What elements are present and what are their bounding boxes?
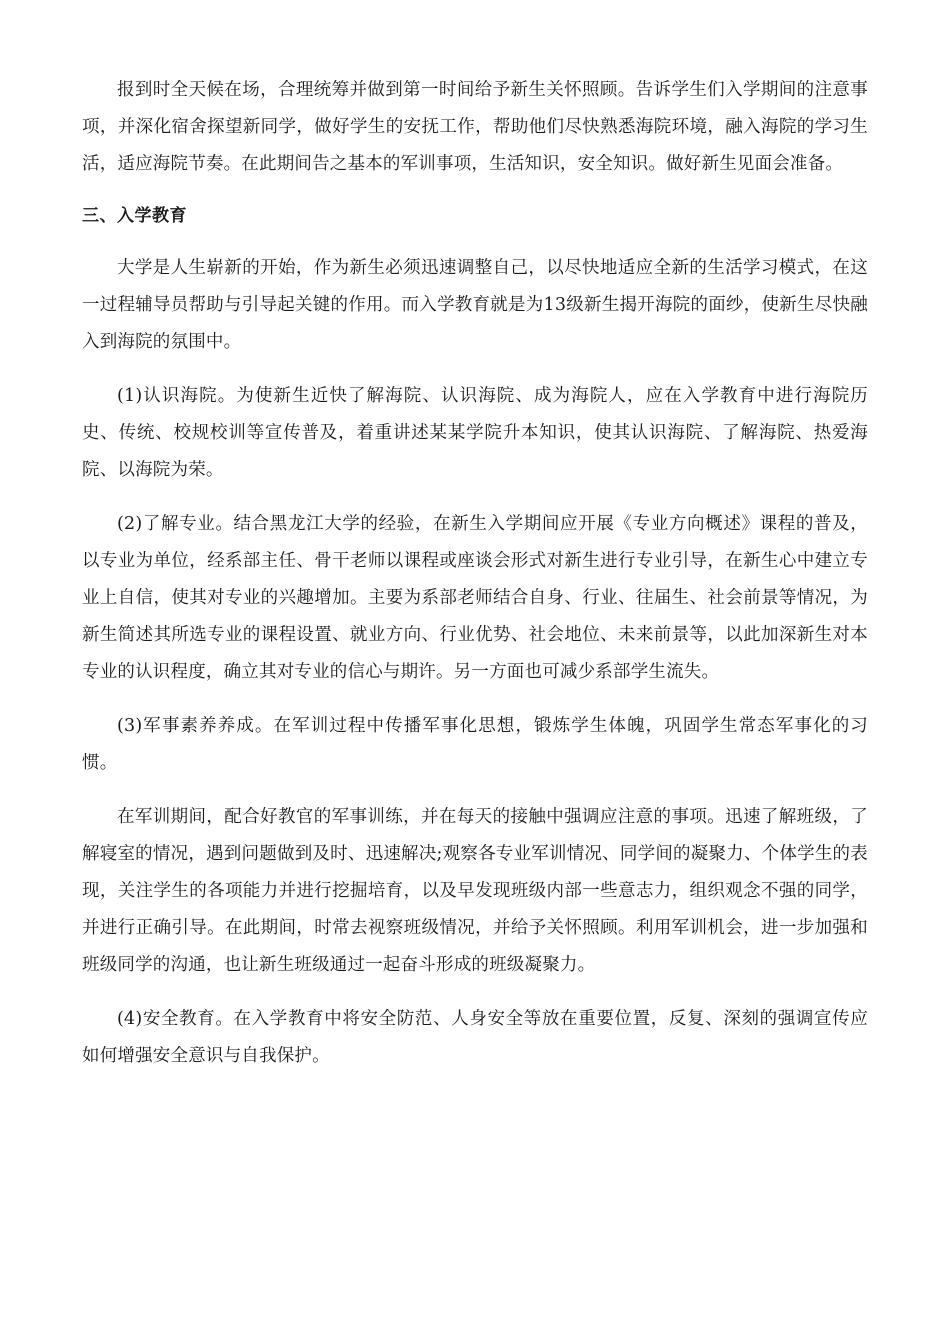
spacer bbox=[82, 235, 868, 250]
spacer bbox=[82, 984, 868, 1001]
document-page bbox=[82, 72, 868, 1075]
paragraph-know-major: (2)了解专业。结合黑龙江大学的经验，在新生入学期间应开展《专业方向概述》课程的普及，以专业为单位，经系部主任、骨干老师以课程或座谈会形式对新生进行专业引导，在新生心中建立专业上自信，使其对专业的兴趣增加。主要为系部老师结合自身、行业、往届生、社会前景等情况，为新生简述其所选专业的课程设置、就业方向、行业优势、社会地位、未来前景等，以此加深新生对本专业的认识程度，确立其对专业的信心与期许。另一方面也可减少系部学生流失。 bbox=[82, 514, 868, 682]
paragraph-training-period: 在军训期间，配合好教官的军事训练，并在每天的接触中强调应注意的事项。迅速了解班级，了解寝室的情况，遇到问题做到及时、迅速解决;观察各专业军训情况、同学间的凝聚力、个体学生的表现，关注学生的各项能力并进行挖掘培育，以及早发现班级内部一些意志力，组织观念不强的同学，并进行正确引导。在此期间，时常去视察班级情况，并给予关怀照顾。利用军训机会，进一步加强和班级同学的沟通，也让新生班级通过一起奋斗形成的班级凝聚力。 bbox=[82, 807, 868, 975]
spacer bbox=[82, 183, 868, 198]
spacer bbox=[82, 782, 868, 799]
paragraph-military-training: (3)军事素养养成。在军训过程中传播军事化思想，锻炼学生体魄，巩固学生常态军事化的习惯。 bbox=[82, 716, 868, 773]
paragraph-safety-education: (4)安全教育。在入学教育中将安全防范、人身安全等放在重要位置，反复、深刻的强调宣传应如何增强安全意识与自我保护。 bbox=[82, 1009, 868, 1066]
paragraph-intro: 大学是人生崭新的开始，作为新生必须迅速调整自己，以尽快地适应全新的生活学习模式，在这一过程辅导员帮助与引导起关键的作用。而入学教育就是为13级新生揭开海院的面纱，使新生尽快融入到海院的氛围中。 bbox=[82, 258, 868, 352]
paragraph-know-school: (1)认识海院。为使新生近快了解海院、认识海院、成为海院人，应在入学教育中进行海院历史、传统、校规校训等宣传普及，着重讲述某某学院升本知识，使其认识海院、了解海院、热爱海院、以海院为荣。 bbox=[82, 386, 868, 480]
spacer bbox=[82, 691, 868, 708]
spacer bbox=[82, 489, 868, 506]
paragraph-registration: 报到时全天候在场，合理统筹并做到第一时间给予新生关怀照顾。告诉学生们入学期间的注意事项，并深化宿舍探望新同学，做好学生的安抚工作，帮助他们尽快熟悉海院环境，融入海院的学习生活，适应海院节奏。在此期间告之基本的军训事项，生活知识，安全知识。做好新生见面会准备。 bbox=[82, 80, 868, 174]
spacer bbox=[82, 361, 868, 378]
section-heading-enrollment-education: 三、入学教育 bbox=[82, 206, 187, 226]
